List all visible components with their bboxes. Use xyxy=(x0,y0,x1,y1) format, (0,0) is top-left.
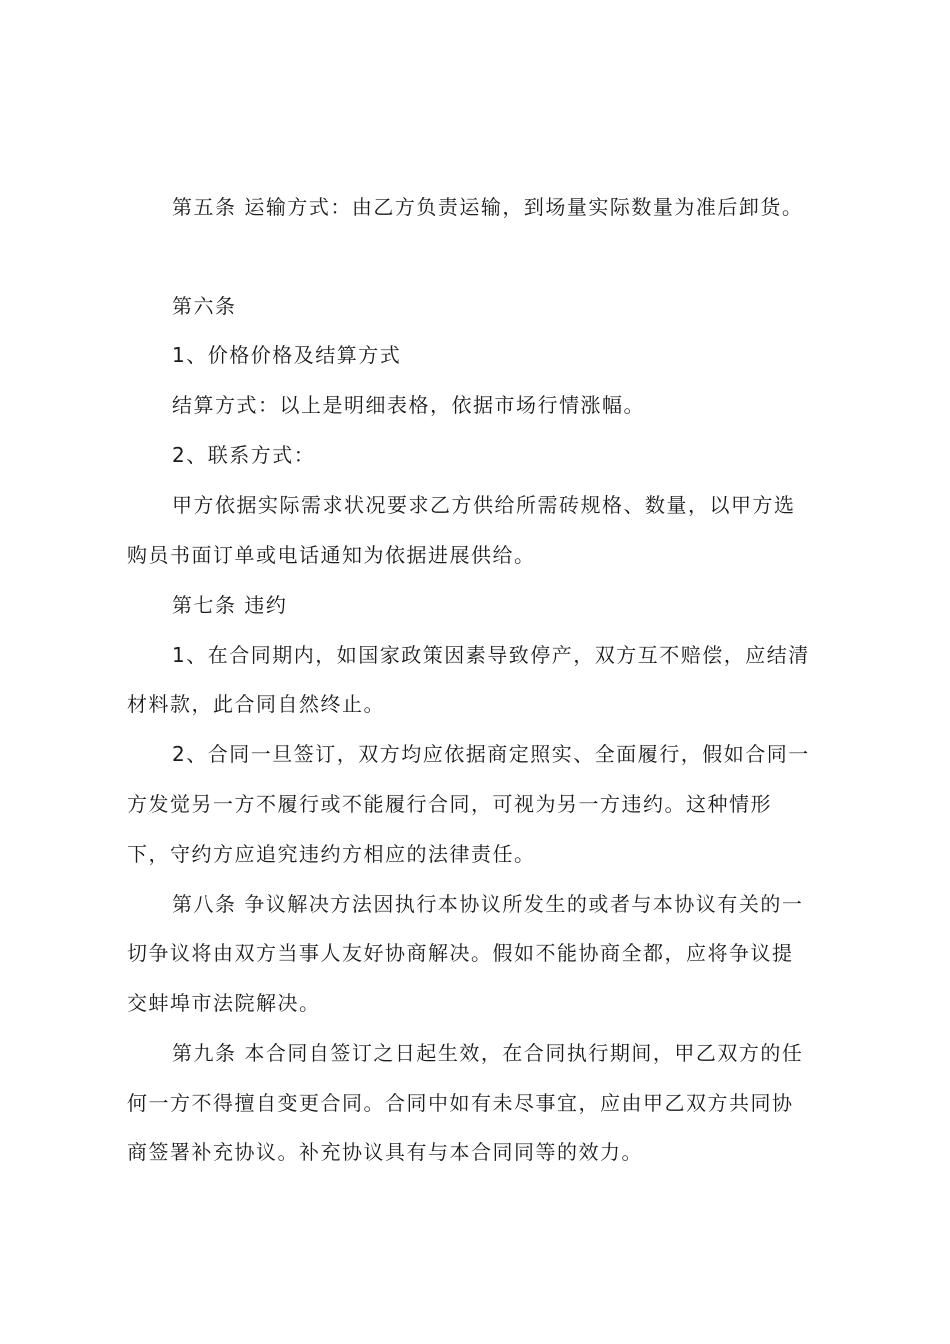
article-5-text: 第五条 运输方式：由乙方负责运输，到场量实际数量为准后卸货。 xyxy=(172,195,804,219)
article-7-item-2-line-1: 2、合同一旦签订，双方均应依据商定照实、全面履行，假如合同一 xyxy=(172,742,810,766)
article-6-title: 第六条 xyxy=(172,294,237,318)
article-8-line-2: 切争议将由双方当事人友好协商解决。假如不能协商全都，应将争议提 xyxy=(127,941,794,965)
article-8-line-3: 交蚌埠市法院解决。 xyxy=(127,991,321,1015)
article-6-settlement: 结算方式：以上是明细表格，依据市场行情涨幅。 xyxy=(172,393,645,417)
article-8-line-1: 第八条 争议解决方法因执行本协议所发生的或者与本协议有关的一 xyxy=(172,892,804,916)
article-6-contact-line-2: 购员书面订单或电话通知为依据进展供给。 xyxy=(127,543,536,567)
article-9-line-1: 第九条 本合同自签订之日起生效，在合同执行期间，甲乙双方的任 xyxy=(172,1041,804,1065)
article-6-contact-line-1: 甲方依据实际需求状况要求乙方供给所需砖规格、数量，以甲方选 xyxy=(172,493,796,517)
article-7-item-1-line-1: 1、在合同期内，如国家政策因素导致停产，双方互不赔偿，应结清 xyxy=(172,643,810,667)
article-7-item-2-line-3: 下，守约方应追究违约方相应的法律责任。 xyxy=(127,842,536,866)
article-7-title: 第七条 违约 xyxy=(172,593,288,617)
article-9-line-2: 何一方不得擅自变更合同。合同中如有未尽事宜，应由甲乙双方共同协 xyxy=(127,1091,794,1115)
article-9-line-3: 商签署补充协议。补充协议具有与本合同同等的效力。 xyxy=(127,1140,643,1164)
article-7-item-2-line-2: 方发觉另一方不履行或不能履行合同，可视为另一方违约。这种情形 xyxy=(127,792,772,816)
article-6-item-1: 1、价格价格及结算方式 xyxy=(172,343,402,367)
article-6-item-2: 2、联系方式： xyxy=(172,443,316,467)
article-7-item-1-line-2: 材料款，此合同自然终止。 xyxy=(127,692,385,716)
